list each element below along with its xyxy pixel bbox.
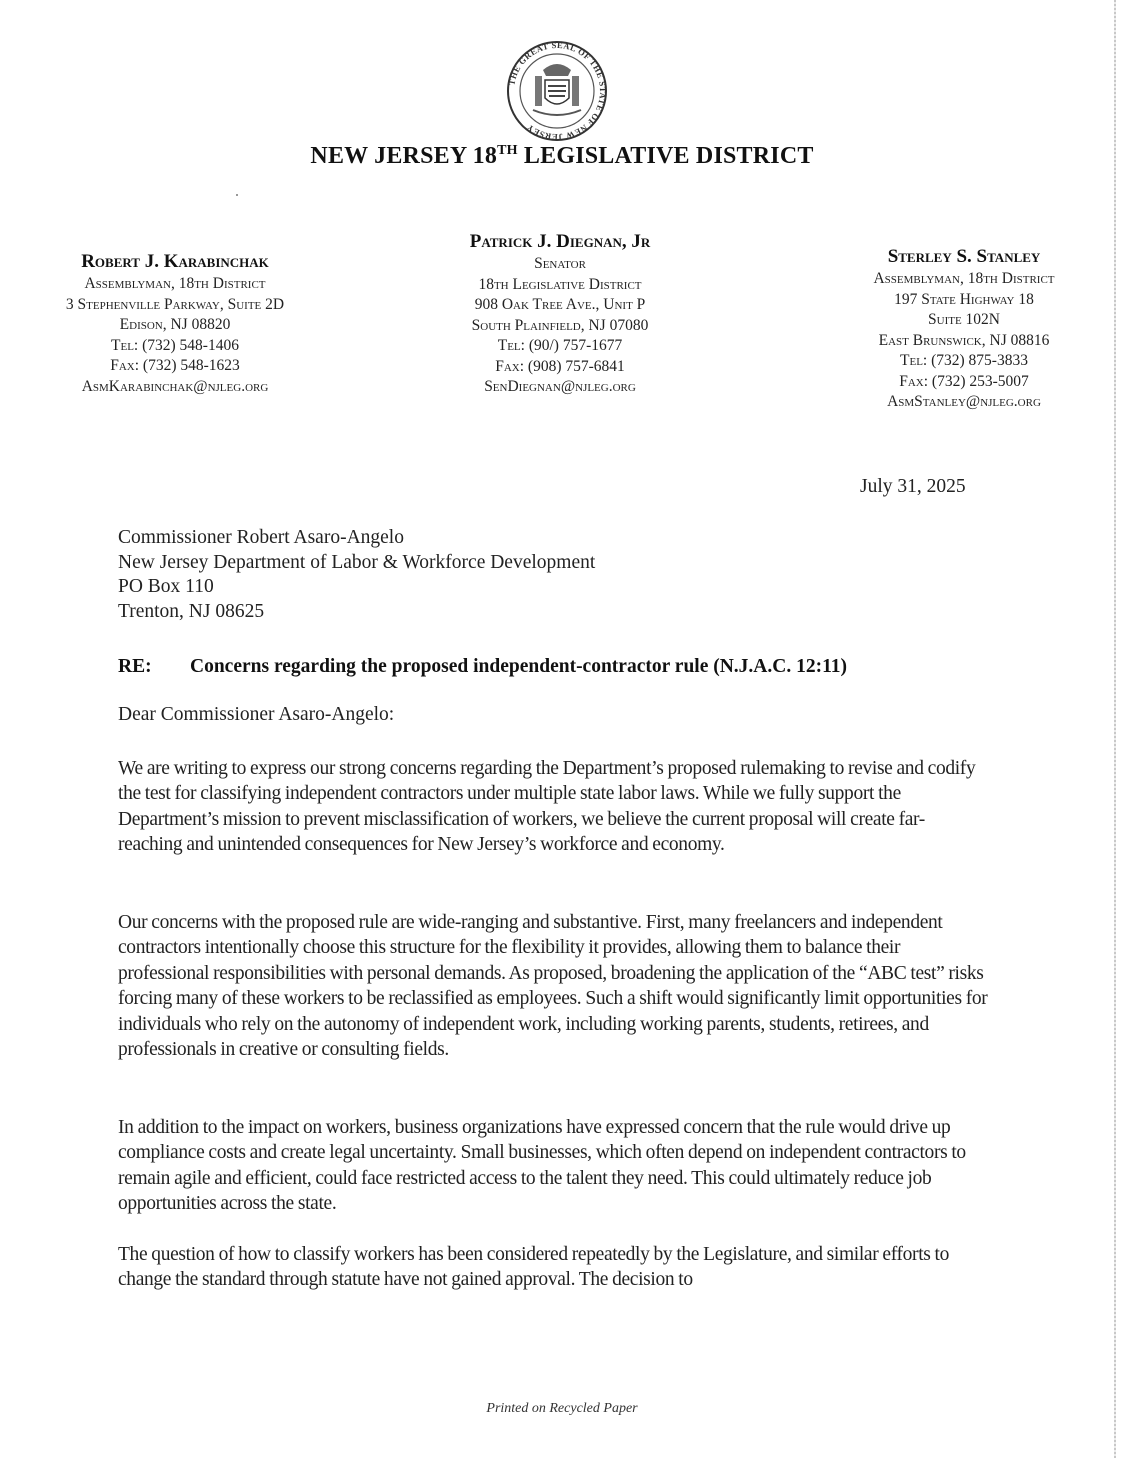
legislator-suite: Suite 102N	[928, 311, 1000, 328]
legislator-city: East Brunswick, NJ 08816	[878, 331, 1050, 349]
legislator-email: AsmKarabinchak@njleg.org	[81, 377, 269, 395]
legislator-fax: Fax: (732) 548-1623	[110, 357, 240, 374]
body-paragraph: We are writing to express our strong concerns regarding the Department’s proposed rulemaking to revise and codify the test for classifying independent contractors under multiple state labor laws. While we fully support the Department’s mission to prevent misclassification of workers, we believe the current proposal will create far-reaching and unintended consequences for New Jersey’s workforce and economy.	[118, 758, 976, 856]
recipient-name: Commissioner Robert Asaro-Angelo	[118, 527, 404, 548]
legislator-address-line: 908 Oak Tree Ave., Unit P	[474, 296, 646, 313]
legislator-phone: Tel: (732) 875-3833	[900, 352, 1028, 369]
nj-state-seal-icon	[503, 40, 611, 142]
legislator-name: Robert J. Karabinchak	[81, 251, 269, 272]
legislator-address-line: 3 Stephenville Parkway, Suite 2D	[65, 295, 285, 313]
legislator-phone: Tel: (732) 548-1406	[111, 336, 239, 354]
legislator-title: Assemblyman, 18th District	[873, 270, 1055, 287]
recipient-address	[118, 526, 595, 624]
subject-line	[118, 656, 847, 678]
recipient-city: Trenton, NJ 08625	[118, 600, 265, 622]
legislator-phone: Tel: (90/) 757-1677	[497, 337, 623, 354]
subject-text: Concerns regarding the proposed independent-contractor rule (N.J.A.C. 12:11)	[190, 656, 848, 677]
body-paragraph: In addition to the impact on workers, business organizations have expressed concern that the rule would drive up compliance costs and create legal uncertainty. Small businesses, which often depend on independent contractors to remain agile and efficient, could face restricted access to the talent they need. This could ultimately reduce job opportunities across the state.	[118, 1117, 966, 1215]
legislator-email: SenDiegnan@njleg.org	[484, 378, 636, 395]
legislator-title: Assemblyman, 18th District	[84, 275, 266, 292]
title-rest: LEGISLATIVE DISTRICT	[517, 143, 814, 169]
legislator-fax: Fax: (732) 253-5007	[899, 372, 1029, 390]
subject-label: RE:	[118, 656, 152, 677]
legislator-title: Senator	[534, 255, 586, 272]
svg-text:THE GREAT SEAL OF THE STATE OF: THE GREAT SEAL OF THE STATE OF NEW JERSEY	[506, 40, 609, 142]
legislator-district: 18th Legislative District	[478, 275, 642, 293]
legislator-name: Sterley S. Stanley	[887, 246, 1041, 267]
legislator-email: AsmStanley@njleg.org	[887, 393, 1041, 410]
letter-date: July 31, 2025	[860, 476, 966, 497]
body-paragraph: The question of how to classify workers has been considered repeatedly by the Legislature, and similar efforts to change the standard through statute have not gained approval. The decision to	[118, 1244, 949, 1291]
recycled-paper-footer: Printed on Recycled Paper	[486, 1401, 638, 1416]
legislator-stanley	[848, 245, 1080, 413]
recipient-organization: New Jersey Department of Labor & Workforce Development	[118, 551, 596, 573]
body-paragraph: Our concerns with the proposed rule are wide-ranging and substantive. First, many freelancers and independent contractors intentionally choose this structure for the flexibility it provides, allowing them to balance their professional responsibilities with personal demands. As proposed, broadening the application of the “ABC test” risks forcing many of these workers to be reclassified as employees. Such a shift would significantly limit opportunities for individuals who rely on the autonomy of independent work, including working parents, students, retirees, and professionals in creative or consulting fields.	[118, 912, 988, 1061]
legislator-name: Patrick J. Diegnan, Jr	[469, 231, 651, 252]
legislator-city: South Plainfield, NJ 07080	[471, 316, 649, 334]
legislator-karabinchak	[30, 250, 320, 397]
recipient-po-box: PO Box 110	[118, 576, 214, 597]
legislator-address-line: 197 State Highway 18	[894, 290, 1034, 308]
title-superscript: TH	[497, 143, 518, 158]
legislator-diegnan	[418, 230, 702, 398]
title-main: NEW JERSEY 18	[310, 143, 498, 169]
salutation: Dear Commissioner Asaro-Angelo:	[118, 704, 395, 725]
scan-speck	[236, 194, 238, 196]
district-title	[0, 143, 1124, 170]
legislator-fax: Fax: (908) 757-6841	[495, 357, 625, 375]
scan-page-edge	[1114, 0, 1116, 1458]
legislator-city: Edison, NJ 08820	[119, 316, 231, 333]
